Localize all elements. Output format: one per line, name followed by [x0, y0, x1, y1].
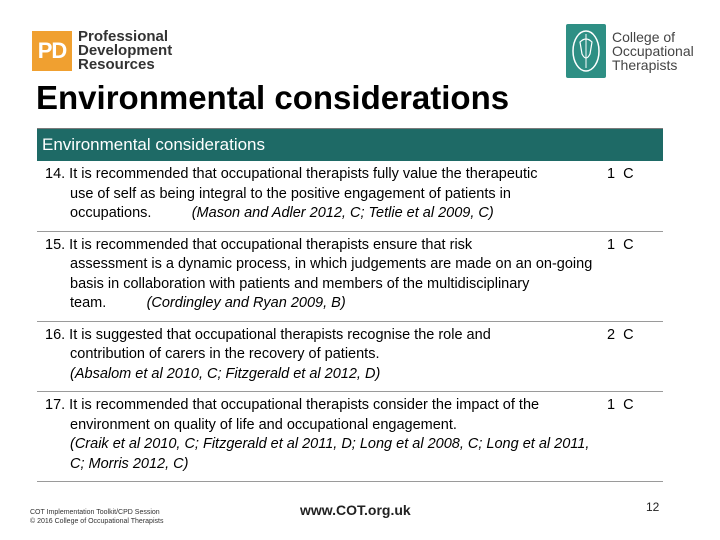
footer-credits — [30, 508, 163, 526]
recommendation-continuation — [45, 416, 603, 475]
recommendation-continuation — [45, 345, 603, 384]
page-number: 12 — [646, 500, 660, 514]
recommendation-first-line: 15. It is recommended that occupational therapists ensure that risk — [45, 236, 473, 253]
recommendation-citation: (Absalom et al 2010, C; Fitzgerald et al 2012, D) — [70, 365, 381, 382]
recommendation-first-line: 16. It is suggested that occupational therapists recognise the role and — [45, 326, 491, 343]
table-row — [37, 392, 663, 482]
table-row — [37, 161, 663, 232]
pd-logo-line: Professional — [78, 28, 169, 45]
recommendation-body: assessment is a dynamic process, in which judgements are made on an on-going basis in collaboration with patients and members of the multidisciplinary team. — [70, 256, 593, 311]
recommendation-grade: 1 C — [607, 166, 636, 182]
recommendation-text — [37, 322, 603, 392]
recommendation-continuation — [45, 185, 603, 224]
pd-logo-mark: PD — [32, 31, 72, 71]
footer-toolkit-line: COT Implementation Toolkit/CPD Session — [30, 509, 160, 516]
recommendation-first-line: 17. It is recommended that occupational therapists consider the impact of the — [45, 397, 540, 413]
recommendation-grade: 1 C — [607, 236, 636, 253]
recommendation-body: contribution of carers in the recovery of patients. — [70, 346, 380, 362]
recommendation-text — [37, 392, 603, 481]
pd-logo — [32, 30, 172, 72]
recommendation-continuation — [45, 255, 603, 314]
recommendation-text — [37, 232, 603, 321]
pd-logo-line: Development — [78, 42, 173, 59]
recommendation-body: use of self as being integral to the positive engagement of patients in occupations. — [70, 185, 511, 221]
recommendation-body: environment on quality of life and occupational engagement. — [70, 416, 457, 433]
table-row — [37, 232, 663, 322]
page-title: Environmental considerations — [36, 79, 510, 116]
cot-logo — [566, 24, 694, 78]
cot-logo-text — [612, 30, 694, 72]
recommendation-grade: 1 C — [607, 397, 636, 413]
recommendation-citation: (Mason and Adler 2012, C; Tetlie et al 2009, C) — [191, 205, 494, 221]
cot-logo-line: Occupational — [612, 43, 694, 59]
footer-url-link[interactable]: www.COT.org.uk — [300, 502, 411, 518]
recommendation-text — [37, 161, 603, 231]
pd-logo-line: Resources — [78, 56, 155, 73]
cot-emblem-icon — [566, 24, 606, 78]
pd-logo-text — [78, 30, 172, 72]
footer-copyright-line: © 2016 College of Occupational Therapists — [30, 518, 164, 525]
recommendation-grade: 2 C — [607, 326, 636, 343]
table-row — [37, 322, 663, 393]
recommendation-first-line: 14. It is recommended that occupational therapists fully value the therapeutic — [45, 166, 538, 182]
recommendation-citation: (Craik et al 2010, C; Fitzgerald et al 2011, D; Long et al 2008, C; Long et al 2011, C; Morris 2012, C) — [70, 436, 590, 472]
cot-logo-line: College of — [612, 29, 676, 45]
recommendations-table — [37, 128, 663, 482]
cot-logo-line: Therapists — [612, 57, 678, 73]
table-header: Environmental considerations — [37, 129, 663, 161]
recommendation-citation: (Cordingley and Ryan 2009, B) — [146, 295, 346, 311]
